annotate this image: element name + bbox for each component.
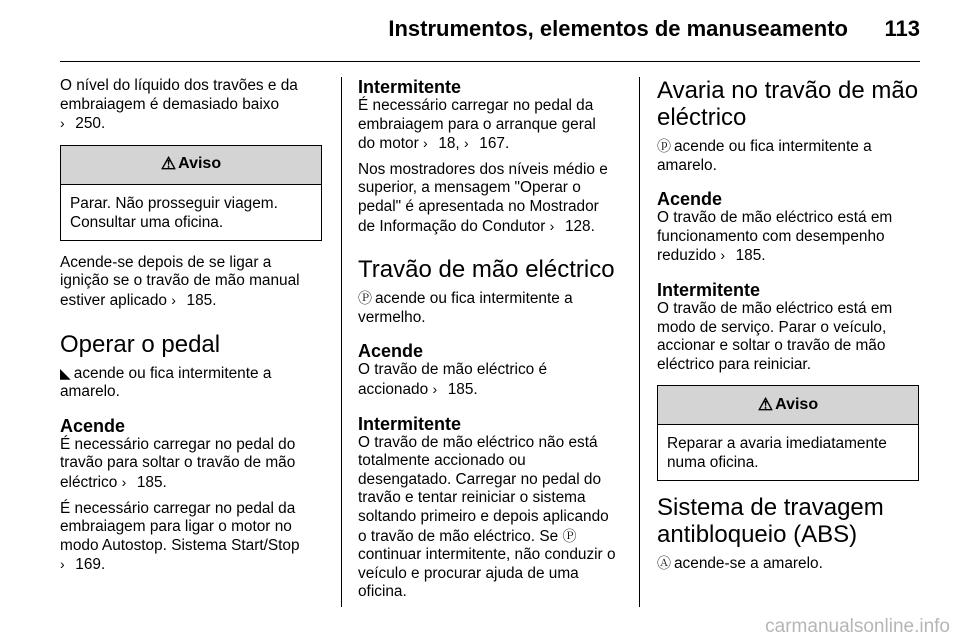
header-rule [60,61,920,62]
warning-header [61,146,321,185]
paragraph: O travão de mão eléctrico é accionado › 185. [358,361,548,398]
column-divider-1 [341,77,342,607]
page-number: 113 [884,16,920,41]
watermark: carmanualsonline.info [765,616,950,637]
page-ref-arrow-icon: › [464,135,469,152]
warning-triangle-icon: ⚠ [160,154,177,174]
page-ref: 185. [735,247,766,265]
subheading: Acende [657,189,723,210]
paragraph: ◣ acende ou fica intermitente a amarelo. [60,364,272,401]
warning-title: Aviso [178,155,222,173]
page-ref-arrow-icon: › [121,473,127,490]
page-ref-arrow-icon: › [432,380,438,397]
column-2 [358,77,620,609]
subheading: Intermitente [657,279,761,300]
section-heading: Operar o pedal [60,330,221,358]
paragraph: O travão de mão eléctrico está em funcionamento com desempenho reduzido › 185. [657,209,893,265]
paragraph: É necessário carregar no pedal da embraiagem para ligar o motor no modo Autostop. Sistema Start/Stop › 169. [60,499,300,574]
parking-brake-icon: Ⓟ [562,527,577,544]
page-header [0,0,960,60]
column-1 [60,77,322,582]
column-3 [657,77,919,581]
paragraph: O travão de mão eléctrico não está totalmente accionado ou desengatado. Carregar no pedal do travão e tentar reiniciar o sistema soltando primeiro e depois aplicando o travão de mão eléctrico. Se Ⓟ continuar intermitente, não conduzir o veículo e procurar ajuda de uma oficina. [358,433,616,601]
warning-title: Aviso [775,396,819,414]
warning-header [658,386,918,425]
parking-brake-icon: Ⓟ [358,290,372,307]
section-heading: Avaria no travão de mão eléctrico [657,77,919,131]
page-ref-arrow-icon: › [60,556,65,573]
paragraph: O travão de mão eléctrico está em modo de serviço. Parar o veículo, accionar e soltar o travão de mão eléctrico para reiniciar. [657,299,893,373]
page-ref: 18, [438,135,460,153]
warning-triangle-icon: ⚠ [757,395,774,415]
subheading: Intermitente [358,77,462,97]
paragraph: É necessário carregar no pedal da embraiagem para o arranque geral do motor › 18, › 167. [358,97,596,153]
paragraph: Nos mostradores dos níveis médio e superior, a mensagem "Operar o pedal" é apresentada no Mostrador de Informação do Condutor › 128. [358,160,608,235]
paragraph: Acende-se depois de se ligar a ignição se o travão de mão manual estiver aplicado › 185. [60,253,300,309]
paragraph: ⓟ acende ou fica intermitente a amarelo. [657,138,872,174]
warning-text: Parar. Não prosseguir viagem. Consultar uma oficina. [70,194,278,231]
warning-text: Reparar a avaria imediatamente numa oficina. [667,435,887,472]
section-heading: Sistema de travagem antibloqueio (ABS) [657,494,884,549]
warning-box [657,385,919,481]
subheading: Acende [60,415,126,436]
page-ref: 167. [479,135,510,153]
page-ref-arrow-icon: › [549,217,555,234]
warning-box [60,145,322,241]
abs-icon: Ⓐ [657,555,671,572]
column-divider-2 [639,77,640,607]
brake-fault-icon: ⓟ [657,138,671,154]
paragraph: Ⓟ acende ou fica intermitente a vermelho. [358,290,573,326]
subheading: Intermitente [358,413,462,434]
page-ref-arrow-icon: › [171,291,176,308]
subheading: Acende [358,341,424,362]
pedal-icon: ◣ [60,364,71,381]
page-ref: 185. [186,291,217,309]
page-ref-arrow-icon: › [423,135,428,152]
page-ref-arrow-icon: › [720,247,725,264]
page-ref: 185. [447,380,478,398]
paragraph: É necessário carregar no pedal do travão para soltar o travão de mão eléctrico › 185. [60,435,296,491]
section-heading: Travão de mão eléctrico [358,256,615,284]
page-ref: 250. [75,115,106,133]
paragraph: Ⓐ acende-se a amarelo. [657,555,823,573]
page-ref: 169. [75,556,106,574]
page-ref-arrow-icon: › [60,115,65,132]
page-ref: 128. [564,217,595,235]
page-ref: 185. [136,473,167,491]
page-title: Instrumentos, elementos de manuseamento [388,16,848,41]
intro-paragraph: O nível do líquido dos travões e da embraiagem é demasiado baixo › 250. [60,77,298,133]
